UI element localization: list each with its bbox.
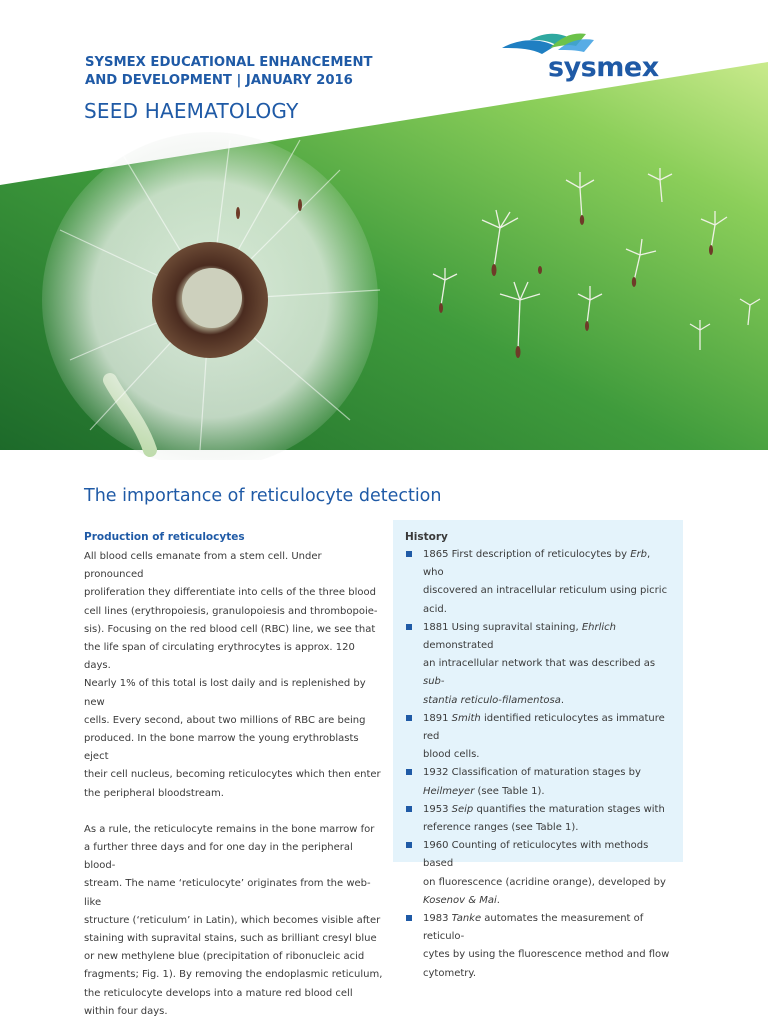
kicker-line-1: SYSMEX EDUCATIONAL ENHANCEMENT	[85, 55, 373, 70]
history-item	[405, 837, 671, 910]
italic-text-run: Ehrlich	[581, 621, 617, 633]
history-item	[405, 546, 671, 619]
text-run: cytometry.	[423, 967, 477, 979]
text-line: their cell nucleus, becoming reticulocytes which then enter	[84, 769, 381, 781]
square-bullet-icon	[406, 624, 412, 630]
text-run: discovered an intracellular reticulum using picric acid.	[423, 585, 668, 615]
text-run: (see Table 1).	[474, 785, 545, 797]
text-run: 1865 First description of reticulocytes by	[423, 549, 631, 560]
square-bullet-icon	[406, 715, 412, 721]
kicker-line-2: AND DEVELOPMENT | JANUARY 2016	[85, 73, 353, 88]
text-line: structure (‘reticulum’ in Latin), which becomes visible after	[84, 914, 381, 926]
text-line: fragments; Fig. 1). By removing the endoplasmic reticulum,	[84, 969, 383, 981]
text-line: stream. The name ‘reticulocyte’ originates from the web-like	[84, 878, 371, 908]
text-line: As a rule, the reticulocyte remains in the bone marrow for	[84, 823, 375, 835]
text-run: an intracellular network that was described as	[423, 658, 656, 670]
text-line: Nearly 1% of this total is lost daily and is replenished by new	[84, 678, 366, 708]
series-title: SEED HAEMATOLOGY	[84, 99, 299, 123]
text-run: quantifies the maturation stages with	[473, 803, 665, 815]
square-bullet-icon	[406, 551, 412, 557]
text-line: All blood cells emanate from a stem cell. Under pronounced	[84, 551, 322, 581]
text-run: 1891	[423, 712, 452, 724]
italic-text-run: Tanke	[451, 913, 482, 925]
italic-text-run: Erb	[630, 549, 648, 560]
text-line: produced. In the bone marrow the young erythroblasts eject	[84, 733, 359, 763]
text-run: .	[496, 894, 500, 906]
text-line: staining with supravital stains, such as brilliant cresyl blue	[84, 933, 377, 945]
text-run: cytes by using the fluorescence method and flow	[423, 949, 670, 961]
history-title: History	[405, 531, 448, 543]
text-run: , who	[423, 549, 651, 579]
text-line: proliferation they differentiate into cells of the three blood	[84, 587, 376, 599]
history-item	[405, 710, 671, 765]
text-run: on fluorescence (acridine orange), developed by	[423, 876, 666, 888]
production-heading: Production of reticulocytes	[84, 531, 245, 543]
text-run: 1960 Counting of reticulocytes with methods based	[423, 840, 649, 870]
text-run: blood cells.	[423, 749, 480, 761]
square-bullet-icon	[406, 842, 412, 848]
text-line: the life span of circulating erythrocytes is approx. 120 days.	[84, 642, 355, 672]
text-run: reference ranges (see Table 1).	[423, 822, 579, 834]
history-item	[405, 764, 671, 800]
italic-text-run: Kosenov & Mai	[423, 894, 497, 906]
italic-text-run: sub-	[423, 676, 445, 688]
production-paragraph-2	[84, 821, 384, 1021]
text-line: within four days.	[84, 1005, 168, 1017]
text-run: identified reticulocytes as immature red	[423, 712, 665, 743]
production-paragraph-1	[84, 548, 384, 803]
newsletter-kicker	[85, 54, 465, 90]
italic-text-run: stantia reticulo-filamentosa	[423, 694, 561, 706]
text-line: cells. Every second, about two millions of RBC are being	[84, 714, 366, 726]
history-item	[405, 801, 671, 837]
history-item	[405, 619, 671, 710]
text-line: sis). Focusing on the red blood cell (RBC) line, we see that	[84, 623, 376, 635]
italic-text-run: Heilmeyer	[423, 785, 475, 797]
text-run: .	[560, 694, 565, 706]
text-line: or new methylene blue (precipitation of ribonucleic acid	[84, 951, 365, 963]
history-list	[405, 546, 671, 983]
square-bullet-icon	[406, 915, 412, 921]
sysmex-logo-text: sysmex	[548, 52, 659, 83]
text-line: cell lines (erythropoiesis, granulopoiesis and thrombopoie-	[84, 605, 378, 617]
left-column	[84, 530, 384, 1021]
text-run: 1953	[423, 803, 452, 815]
text-line: the reticulocyte develops into a mature red blood cell	[84, 987, 353, 999]
text-run: 1983	[423, 913, 452, 925]
text-line: a further three days and for one day in the peripheral blood-	[84, 842, 353, 872]
text-line: the peripheral bloodstream.	[84, 787, 224, 799]
text-run: 1932 Classification of maturation stages by	[423, 767, 641, 779]
italic-text-run: Smith	[451, 712, 481, 724]
history-box	[393, 520, 683, 979]
square-bullet-icon	[406, 769, 412, 775]
text-run: demonstrated	[423, 640, 494, 652]
article-title: The importance of reticulocyte detection	[84, 486, 442, 506]
history-item	[405, 910, 671, 983]
text-run: automates the measurement of reticulo-	[423, 913, 644, 943]
text-run: 1881 Using supravital staining,	[423, 621, 582, 633]
square-bullet-icon	[406, 806, 412, 812]
italic-text-run: Seip	[451, 803, 474, 815]
